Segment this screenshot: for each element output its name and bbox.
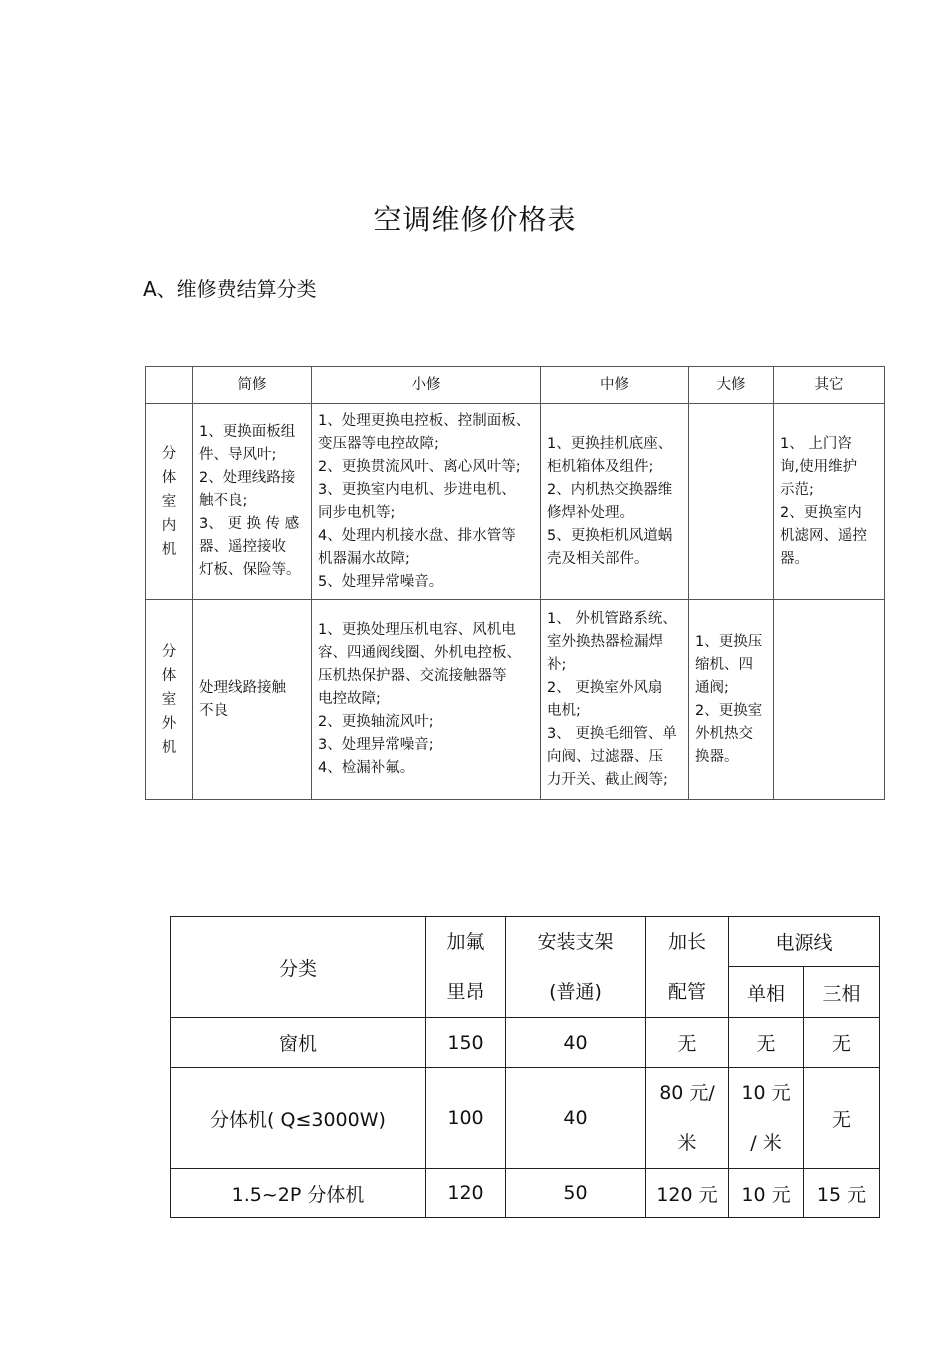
table-row: [171, 1169, 880, 1218]
cell-fluorine: 100: [426, 1068, 506, 1169]
cell-xiaoxiu: 1、更换处理压机电容、风机电 容、四通阀线圈、外机电控板、 压机热保护器、交流接触器等 电控故障; 2、更换轴流风叶; 3、处理异常噪音; 4、检漏补氟。: [312, 600, 541, 800]
table-header-row: [171, 917, 880, 967]
header-three-phase: 三相: [804, 967, 880, 1018]
header-qita: 其它: [774, 367, 885, 404]
cell-qita: [774, 600, 885, 800]
cell-xiaoxiu: 1、处理更换电控板、控制面板、 变压器等电控故障; 2、更换贯流风叶、离心风叶等; 3、更换室内电机、步进电机、 同步电机等; 4、处理内机接水盘、排水管等 机器漏水故障; 5、处理异常噪音。: [312, 404, 541, 600]
row-label-outdoor: 分 体 室 外 机: [146, 600, 193, 800]
cell-category: 分体机( Q≤3000W): [171, 1068, 426, 1169]
header-category: 分类: [171, 917, 426, 1018]
cell-pipe: 120 元: [646, 1169, 729, 1218]
table-header-row: [146, 367, 885, 404]
cell-bracket: 40: [506, 1018, 646, 1068]
cell-bracket: 50: [506, 1169, 646, 1218]
cell-zhongxiu: 1、更换挂机底座、 柜机箱体及组件; 2、内机热交换器维 修焊补处理。 5、更换柜机风道蜗 壳及相关部件。: [541, 404, 689, 600]
price-table: [170, 916, 880, 1218]
cell-category: 窗机: [171, 1018, 426, 1068]
header-power: 电源线: [729, 917, 880, 967]
cell-zhongxiu: 1、 外机管路系统、 室外换热器检漏焊 补; 2、 更换室外风扇 电机; 3、 更换毛细管、单 向阀、过滤器、压 力开关、截止阀等;: [541, 600, 689, 800]
page-title: 空调维修价格表: [373, 203, 577, 236]
table-row: [171, 1068, 880, 1169]
table-row: [146, 600, 885, 800]
header-pipe: 加长 配管: [646, 917, 729, 1018]
header-zhongxiu: 中修: [541, 367, 689, 404]
table-row: [146, 404, 885, 600]
cell-category: 1.5~2P 分体机: [171, 1169, 426, 1218]
cell-pipe: 无: [646, 1018, 729, 1068]
cell-three-phase: 无: [804, 1068, 880, 1169]
cell-daxiu: 1、更换压 缩机、四 通阀; 2、更换室 外机热交 换器。: [689, 600, 774, 800]
cell-three-phase: 15 元: [804, 1169, 880, 1218]
cell-pipe: 80 元/ 米: [646, 1068, 729, 1169]
row-label-indoor: 分 体 室 内 机: [146, 404, 193, 600]
cell-single-phase: 10 元 / 米: [729, 1068, 804, 1169]
cell-bracket: 40: [506, 1068, 646, 1169]
section-heading: A、维修费结算分类: [143, 277, 317, 301]
table-row: [171, 1018, 880, 1068]
cell-single-phase: 10 元: [729, 1169, 804, 1218]
cell-daxiu: [689, 404, 774, 600]
header-daxiu: 大修: [689, 367, 774, 404]
header-jianxiu: 简修: [193, 367, 312, 404]
header-fluorine: 加氟 里昂: [426, 917, 506, 1018]
cell-qita: 1、 上门咨 询,使用维护 示范; 2、更换室内 机滤网、遥控 器。: [774, 404, 885, 600]
cell-single-phase: 无: [729, 1018, 804, 1068]
cell-fluorine: 120: [426, 1169, 506, 1218]
repair-category-table: [145, 366, 885, 800]
cell-jianxiu: 1、更换面板组 件、导风叶; 2、处理线路接 触不良; 3、 更 换 传 感 器、遥控接收 灯板、保险等。: [193, 404, 312, 600]
header-blank: [146, 367, 193, 404]
cell-jianxiu: 处理线路接触 不良: [193, 600, 312, 800]
cell-fluorine: 150: [426, 1018, 506, 1068]
header-single-phase: 单相: [729, 967, 804, 1018]
header-xiaoxiu: 小修: [312, 367, 541, 404]
cell-three-phase: 无: [804, 1018, 880, 1068]
header-bracket: 安装支架 (普通): [506, 917, 646, 1018]
